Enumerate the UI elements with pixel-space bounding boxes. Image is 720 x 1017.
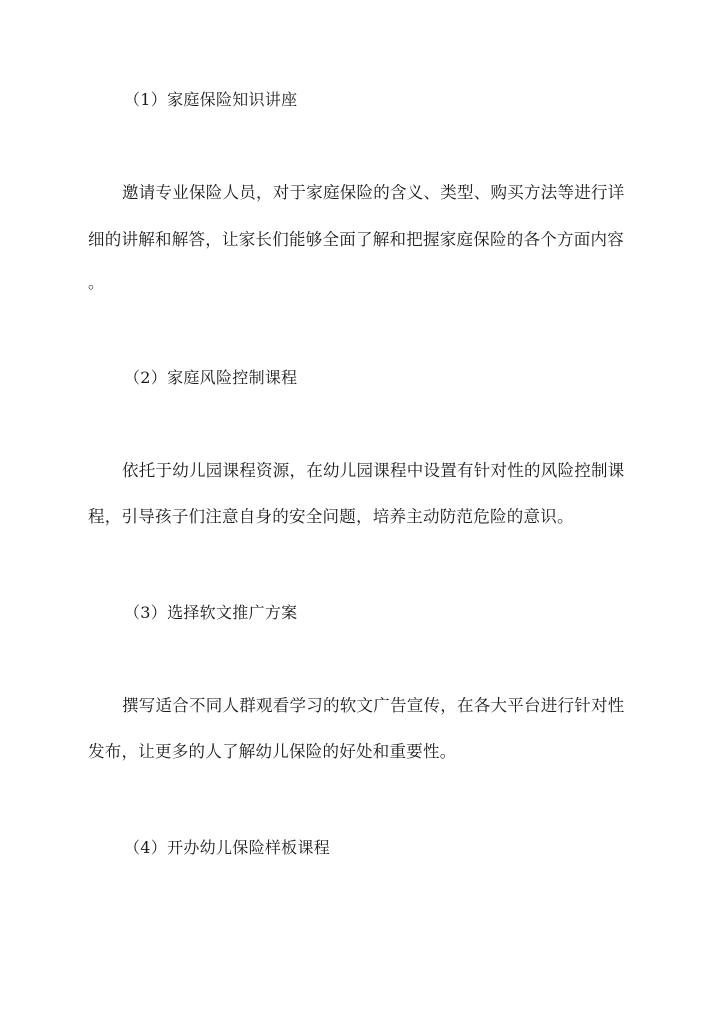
section-heading-4: （4）开办幼儿保险样板课程 [124,838,331,857]
paragraph-1-line-1: 邀请专业保险人员，对于家庭保险的含义、类型、购买方法等进行详 [122,183,625,202]
section-heading-2: （2）家庭风险控制课程 [124,368,298,387]
section-heading-1: （1）家庭保险知识讲座 [124,90,298,109]
paragraph-2-line-1: 依托于幼儿园课程资源，在幼儿园课程中设置有针对性的风险控制课 [122,461,625,480]
paragraph-2-line-2: 程，引导孩子们注意自身的安全问题，培养主动防范危险的意识。 [88,507,574,526]
paragraph-1-line-3: 。 [88,273,105,292]
paragraph-1-line-2: 细的讲解和解答，让家长们能够全面了解和把握家庭保险的各个方面内容 [88,230,624,249]
paragraph-3-line-1: 撰写适合不同人群观看学习的软文广告宣传，在各大平台进行针对性 [122,696,625,715]
paragraph-3-line-2: 发布，让更多的人了解幼儿保险的好处和重要性。 [88,742,457,761]
section-heading-3: （3）选择软文推广方案 [124,603,298,622]
